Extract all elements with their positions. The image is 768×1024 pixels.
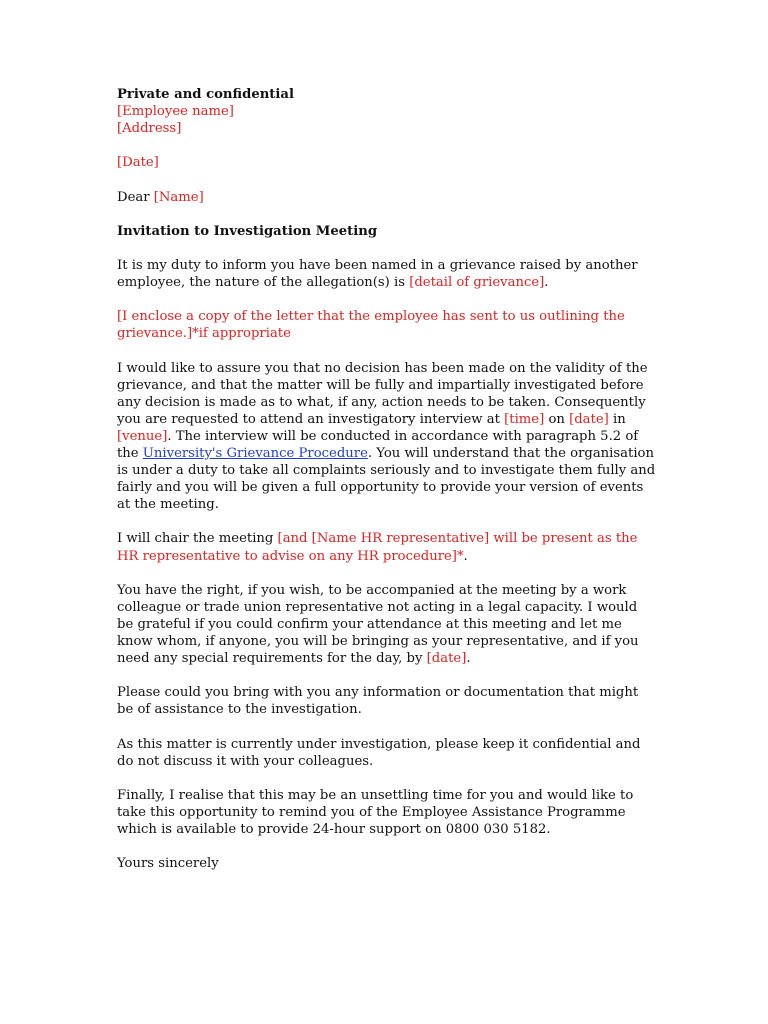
grievance-procedure-link[interactable]: University's Grievance Procedure [142,445,368,461]
interview-date-placeholder: [date] [569,411,609,427]
letter-body [117,86,657,872]
paragraph-chair-end: . [463,548,468,564]
paragraph-enclosure: [I enclose a copy of the letter that the employee has sent to us outlining the grievance.]*if appropriate [117,309,625,342]
grievance-detail-placeholder: [detail of grievance] [409,275,545,291]
paragraph-allegation-text: It is my duty to inform you have been named in a grievance raised by another employee, the nature of the allegation(s) is [117,257,638,291]
paragraph-support: Finally, I realise that this may be an unsettling time for you and would like to take this opportunity to remind you of the Employee Assistance Programme which is available to provide 24-hour support on 0800 030 5182. [117,787,634,838]
paragraph-investigation-text-3: in [608,411,626,427]
paragraph-documentation: Please could you bring with you any information or documentation that might be of assistance to the investigation. [117,685,639,718]
paragraph-investigation-text-2: on [544,411,570,427]
paragraph-allegation [117,257,657,291]
salutation-name-placeholder: [Name] [153,189,204,205]
letter-subject: Invitation to Investigation Meeting [117,223,378,239]
paragraph-investigation-text-5: . You will understand that the organisation is under a duty to take all complaints seriously and to investigate them fully and fairly and you will be given a full opportunity to provide your version of events at the meeting. [117,445,656,513]
paragraph-investigation-text-4: . The interview will be conducted in accordance with paragraph 5.2 of the [117,428,639,461]
paragraph-confidential: As this matter is currently under investigation, please keep it confidential and do not discuss it with your colleagues. [117,736,641,769]
address-placeholder: [Address] [117,121,182,137]
paragraph-investigation [117,360,657,514]
salutation-dear: Dear [117,189,154,205]
time-placeholder: [time] [504,411,545,427]
paragraph-allegation-end: . [544,275,549,291]
paragraph-chair-text: I will chair the meeting [117,531,278,547]
employee-name-placeholder: [Employee name] [117,104,234,120]
closing: Yours sincerely [117,856,219,872]
salutation [117,189,657,206]
venue-placeholder: [venue] [117,428,168,444]
date-placeholder: [Date] [117,155,159,171]
paragraph-accompanied [117,582,657,667]
paragraph-accompanied-end: . [466,651,471,667]
paragraph-accompanied-text: You have the right, if you wish, to be accompanied at the meeting by a work colleague or trade union representative not acting in a legal capacity. I would be grateful if you could confirm your attendance at this meeting and let me know whom, if anyone, you will be bringing as your representative, and if you need any special requirements for the day, by [117,582,639,667]
confidential-label: Private and confidential [117,87,294,102]
paragraph-investigation-text-1: I would like to assure you that no decision has been made on the validity of the grievance, and that the matter will be fully and impartially investigated before any decision is made as to what, if any, action needs to be taken. Consequently you are requested to attend an investigatory interview at [117,360,648,427]
confirm-date-placeholder: [date] [426,651,467,667]
paragraph-chair [117,530,657,564]
hr-representative-placeholder: [and [Name HR representative] will be present as the HR representative to advise on any HR procedure]* [117,531,638,564]
